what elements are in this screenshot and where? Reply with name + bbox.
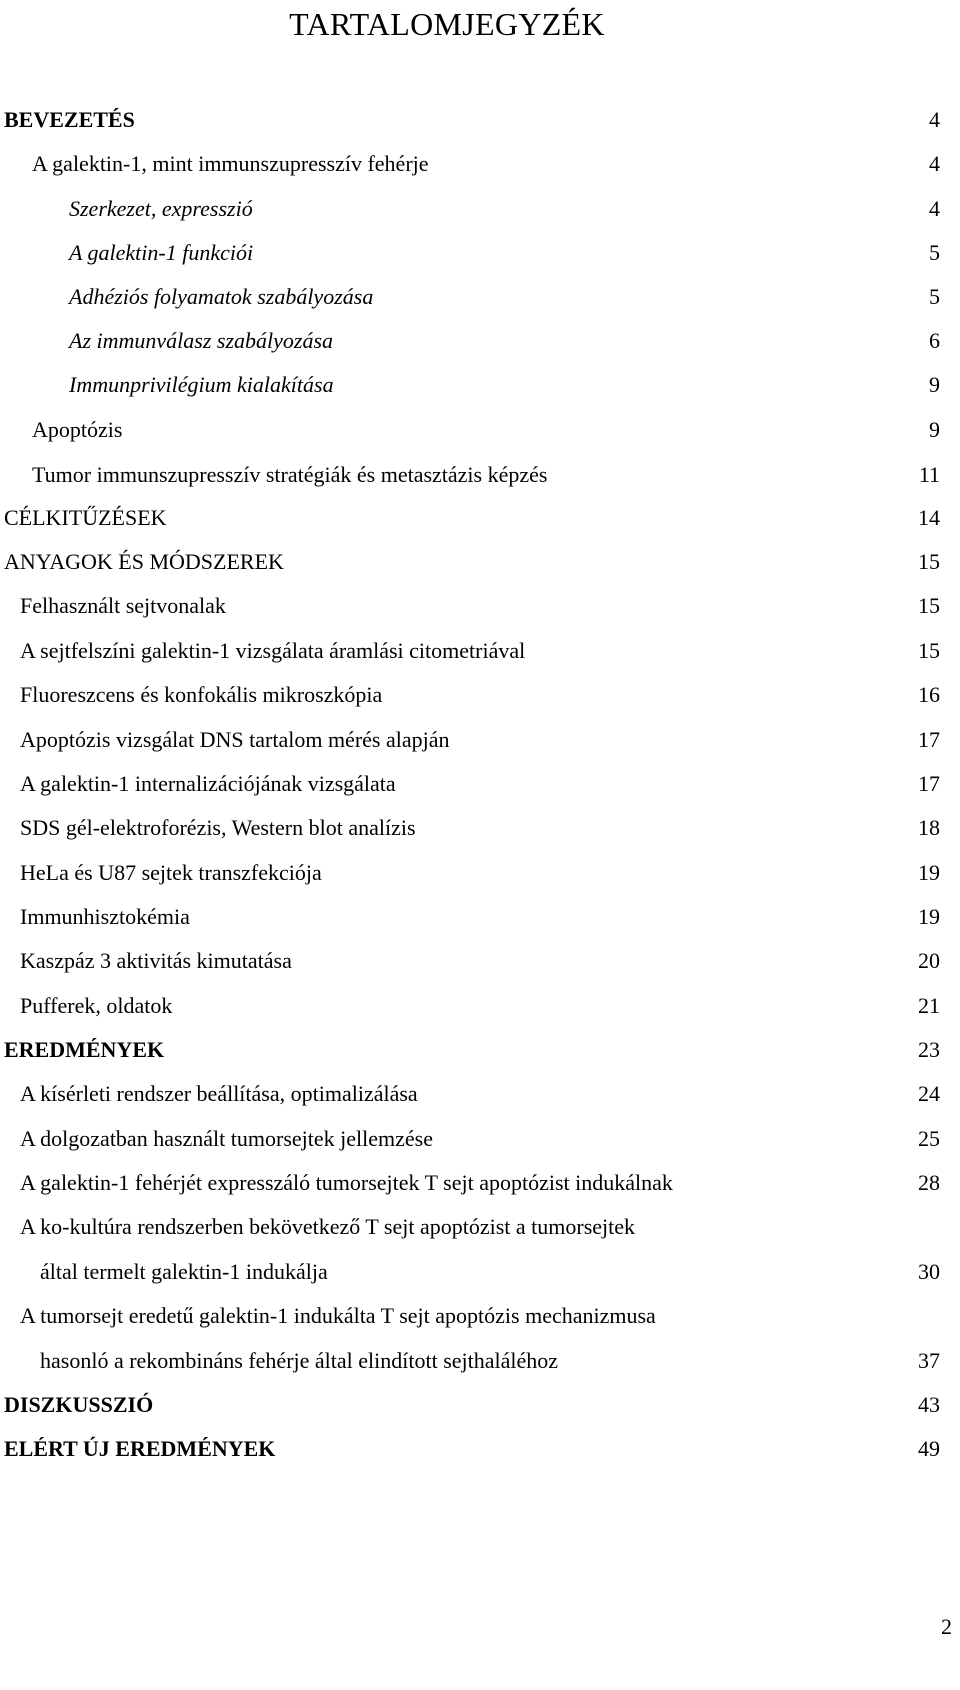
toc-entry-page: 14: [918, 505, 940, 530]
toc-entry-label: ELÉRT ÚJ EREDMÉNYEK: [4, 1436, 276, 1461]
toc-entry-label: A tumorsejt eredetű galektin-1 indukálta T sejt apoptózis mechanizmusa: [20, 1303, 656, 1328]
toc-entry: [0, 856, 960, 890]
page-title: TARTALOMJEGYZÉK: [289, 6, 605, 42]
toc-entry-label: A galektin-1 fehérjét expresszáló tumorsejtek T sejt apoptózist indukálnak: [20, 1170, 673, 1195]
toc-entry-anyagok: [0, 545, 960, 579]
toc-entry: [0, 1077, 960, 1111]
toc-entry-page: 20: [918, 948, 940, 973]
toc-entry-label: Az immunválasz szabályozása: [69, 328, 334, 353]
toc-entry: [0, 1255, 960, 1289]
toc-entry-page: 43: [918, 1392, 940, 1417]
toc-entry-label: EREDMÉNYEK: [4, 1037, 165, 1062]
toc-entry: [0, 1210, 960, 1244]
toc-entry-page: 9: [929, 372, 940, 397]
toc-entry-page: 17: [918, 771, 940, 796]
toc-entry-page: 24: [918, 1081, 940, 1106]
toc-entry-diszkusszio: [0, 1388, 960, 1422]
toc-entry: [0, 236, 960, 270]
toc-entry-page: 17: [918, 727, 940, 752]
toc-entry-page: 19: [918, 904, 940, 929]
toc-entry-celkituzesek: [0, 501, 960, 535]
toc-entry-page: 25: [918, 1126, 940, 1151]
toc-entry-page: 4: [929, 107, 940, 132]
toc-entry-page: 16: [918, 682, 940, 707]
toc-entry-page: 5: [929, 284, 940, 309]
toc-entry: [0, 589, 960, 623]
toc-entry-page: 15: [918, 549, 940, 574]
toc-entry-page: 23: [918, 1037, 940, 1062]
toc-entry: [0, 811, 960, 845]
toc-entry-page: 21: [918, 993, 940, 1018]
toc-entry-page: 4: [929, 151, 940, 176]
toc-entry: [0, 723, 960, 757]
toc-entry-label: CÉLKITŰZÉSEK: [4, 505, 167, 530]
toc-entry-label: A sejtfelszíni galektin-1 vizsgálata áramlási citometriával: [20, 638, 526, 663]
toc-entry-label: HeLa és U87 sejtek transzfekciója: [20, 860, 322, 885]
toc-entry-label: ANYAGOK ÉS MÓDSZEREK: [4, 549, 284, 574]
toc-entry: [0, 989, 960, 1023]
toc-entry-label: A galektin-1, mint immunszupresszív fehérje: [32, 151, 429, 176]
toc-entry-label: A ko-kultúra rendszerben bekövetkező T sejt apoptózist a tumorsejtek: [20, 1214, 636, 1239]
toc-entry: [0, 147, 960, 181]
toc-entry-label: Fluoreszcens és konfokális mikroszkópia: [20, 682, 383, 707]
footer-page-number: 2: [941, 1614, 952, 1639]
toc-entry-label: BEVEZETÉS: [4, 107, 135, 132]
toc-entry-page: 5: [929, 240, 940, 265]
toc-entry: [0, 944, 960, 978]
toc-entry-label: Apoptózis: [32, 417, 123, 442]
toc-entry: [0, 1166, 960, 1200]
toc-entry-label: A galektin-1 internalizációjának vizsgálata: [20, 771, 396, 796]
toc-entry: [0, 678, 960, 712]
toc-entry-bevezetes: [0, 103, 960, 137]
toc-entry-label: Adhéziós folyamatok szabályozása: [69, 284, 374, 309]
toc-entry-label: Kaszpáz 3 aktivitás kimutatása: [20, 948, 292, 973]
toc-entry-label: A kísérleti rendszer beállítása, optimalizálása: [20, 1081, 418, 1106]
toc-entry-label: SDS gél-elektroforézis, Western blot analízis: [20, 815, 416, 840]
toc-entry: [0, 634, 960, 668]
toc-entry-page: 19: [918, 860, 940, 885]
toc-entry-label: Tumor immunszupresszív stratégiák és metasztázis képzés: [32, 462, 548, 487]
toc-entry-page: 28: [918, 1170, 940, 1195]
toc-entry-label: A galektin-1 funkciói: [69, 240, 254, 265]
toc-entry: [0, 1344, 960, 1378]
toc-entry: [0, 1299, 960, 1333]
toc-entry-elert-uj-eredmenyek: [0, 1432, 960, 1466]
toc-entry: [0, 458, 960, 492]
toc-entry-page: 6: [929, 328, 940, 353]
toc-entry: [0, 900, 960, 934]
toc-entry-page: 9: [929, 417, 940, 442]
toc-entry: [0, 1122, 960, 1156]
toc-entry-label: hasonló a rekombináns fehérje által elindított sejthaláléhoz: [40, 1348, 559, 1373]
toc-entry-eredmenyek: [0, 1033, 960, 1067]
toc-entry-label: Pufferek, oldatok: [20, 993, 173, 1018]
toc-entry-page: 30: [918, 1259, 940, 1284]
toc-entry-page: 18: [918, 815, 940, 840]
toc-entry-page: 11: [918, 462, 940, 487]
toc-entry-label: A dolgozatban használt tumorsejtek jellemzése: [20, 1126, 433, 1151]
toc-entry-page: 49: [918, 1436, 940, 1461]
toc-entry: [0, 192, 960, 226]
toc-entry-label: által termelt galektin-1 indukálja: [40, 1259, 328, 1284]
toc-entry-label: Felhasznált sejtvonalak: [20, 593, 226, 618]
toc-entry: [0, 324, 960, 358]
toc-entry-page: 37: [918, 1348, 940, 1373]
toc-entry: [0, 767, 960, 801]
toc-entry-page: 4: [929, 196, 940, 221]
toc-entry: [0, 280, 960, 314]
toc-entry: [0, 413, 960, 447]
toc-entry-label: Immunhisztokémia: [20, 904, 190, 929]
toc-entry-label: Immunprivilégium kialakítása: [69, 372, 334, 397]
toc-entry: [0, 368, 960, 402]
toc-entry-page: 15: [918, 593, 940, 618]
toc-entry-label: Szerkezet, expresszió: [69, 196, 253, 221]
toc-entry-label: Apoptózis vizsgálat DNS tartalom mérés alapján: [20, 727, 450, 752]
toc-entry-page: 15: [918, 638, 940, 663]
toc-entry-label: DISZKUSSZIÓ: [4, 1392, 154, 1417]
